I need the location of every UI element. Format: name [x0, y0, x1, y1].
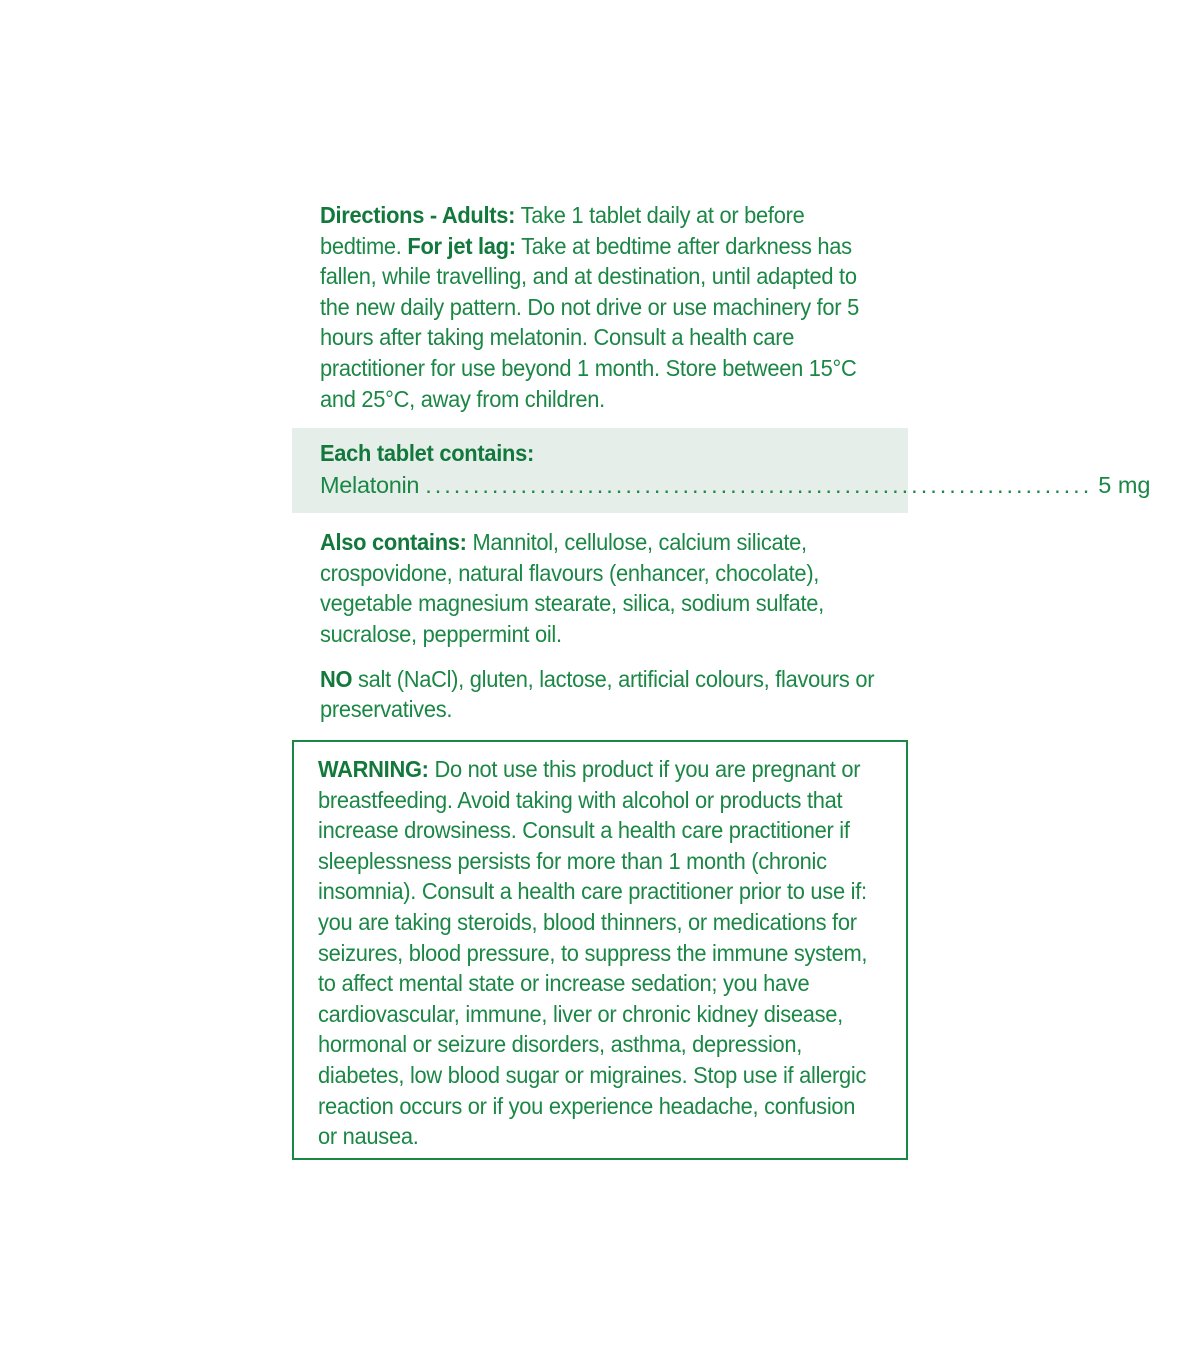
product-label-panel [292, 200, 1151, 1150]
ingredient-amount: 5 mg [1098, 472, 1151, 499]
also-contains-heading: Also contains: [320, 529, 467, 556]
no-text: salt (NaCl), gluten, lactose, artificial colours, flavours or preservatives. [320, 665, 875, 723]
jet-lag-heading: For jet lag: [407, 232, 516, 259]
directions-heading: Directions - Adults: [320, 202, 516, 228]
medicinal-ingredients-panel [292, 428, 1151, 513]
non-medicinal-ingredients [320, 527, 878, 649]
ingredient-name: Melatonin [320, 472, 420, 499]
directions-paragraph [320, 200, 878, 414]
warning-box [292, 740, 908, 1160]
directions-text: Take 1 tablet daily at or before bedtime. [320, 202, 805, 259]
ingredients-heading: Each tablet contains: [320, 440, 534, 467]
no-heading: NO [320, 665, 353, 692]
warning-text: Do not use this product if you are pregnant or breastfeeding. Avoid taking with alcohol or products that increase drowsiness. Consult a health care practitioner if sleeplessness persists for more than 1 month (chronic insomnia). Consult a health care practitioner prior to use if: you are taking steroids, blood thinners, or medications for seizures, blood pressure, to suppress the immune system, to affect mental state or increase sedation; you have cardiovascular, immune, liver or chronic kidney disease, hormonal or seizure disorders, asthma, depression, diabetes, low blood sugar or migraines. Stop use if allergic reaction occurs or if you experience headache, confusion or nausea. [318, 756, 868, 1150]
warning-paragraph [318, 754, 876, 1152]
leader-dots: ...................................................................... [425, 472, 1093, 499]
free-from-statement [320, 664, 878, 725]
also-contains-text: Mannitol, cellulose, calcium silicate, crospovidone, natural flavours (enhancer, chocolate), vegetable magnesium stearate, silica, sodium sulfate, sucralose, peppermint oil. [320, 529, 824, 647]
ingredient-row [320, 470, 1151, 501]
jet-lag-text: Take at bedtime after darkness has fallen, while travelling, and at destination, until adapted to the new daily pattern. Do not drive or use machinery for 5 hours after taking melatonin. Consult a health care practitioner for use beyond 1 month. Store between 15°C and 25°C, away from children. [320, 232, 859, 412]
warning-heading: WARNING: [318, 756, 429, 782]
